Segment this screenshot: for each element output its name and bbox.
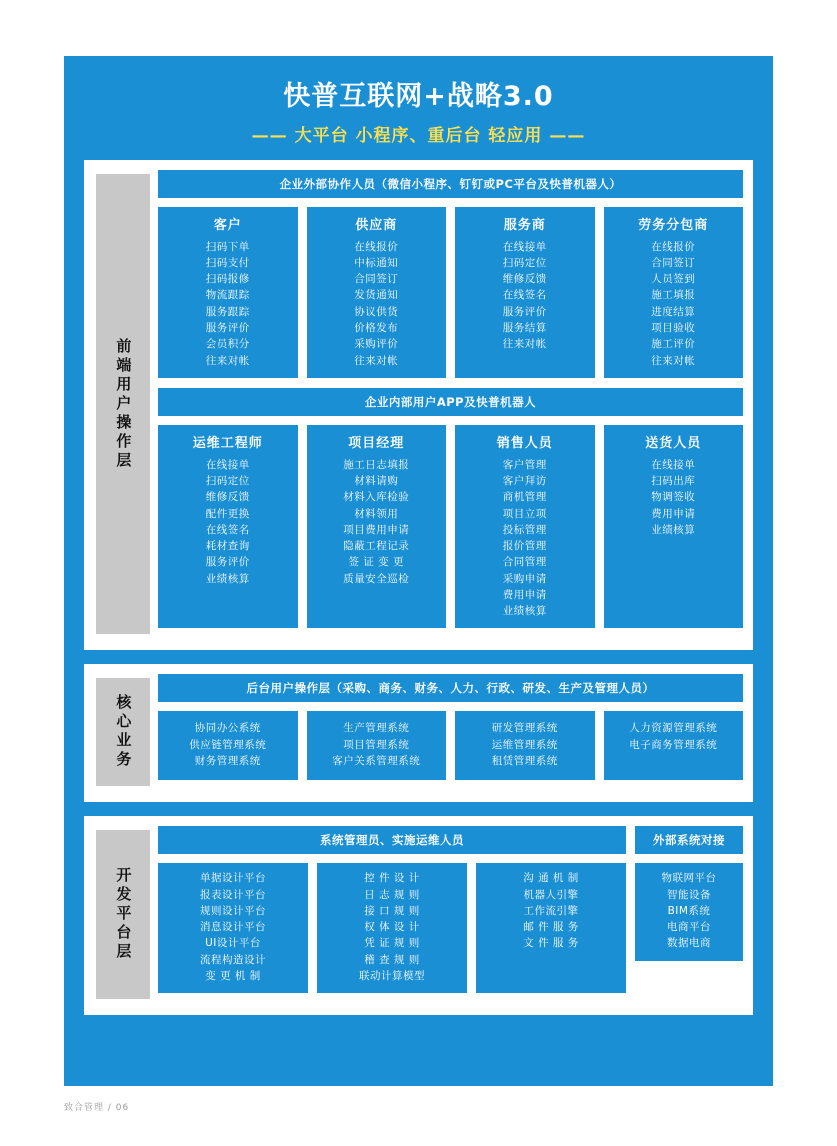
card-item: 维修反馈 [502, 273, 547, 286]
card-item: 业绩核算 [651, 523, 696, 536]
card-item: 接 口 规 则 [364, 904, 420, 917]
poster-header [64, 56, 773, 146]
cards-row-dev-platform [158, 863, 626, 993]
card-delivery-staff[interactable] [604, 425, 744, 629]
page-footer: 致合管理 / 06 [64, 1103, 130, 1113]
card-item: 扫码定位 [205, 475, 250, 488]
card-item: 客户关系管理系统 [332, 755, 421, 767]
card-item: 中标通知 [354, 256, 399, 269]
page-title: 快普互联网+战略3.0 [283, 81, 554, 112]
card-item: 在线接单 [651, 458, 696, 471]
card-item: 业绩核算 [502, 605, 547, 618]
card-item: 权 体 设 计 [364, 921, 420, 934]
card-item: 采购评价 [354, 338, 399, 351]
card-item: 往来对帐 [502, 338, 547, 351]
card-item: 电商平台 [667, 921, 711, 934]
card-item: 规则设计平台 [200, 904, 266, 917]
card-item: 人员签到 [651, 273, 696, 286]
card-project-manager[interactable] [307, 425, 447, 629]
layer-core-business [84, 664, 753, 802]
card-item: 物流跟踪 [205, 289, 250, 302]
card-customer[interactable] [158, 207, 298, 378]
dev-platform-main [158, 826, 626, 1003]
card-item: 单据设计平台 [200, 872, 266, 885]
card-item: 租赁管理系统 [491, 755, 558, 767]
card-item: 服务结算 [502, 322, 547, 335]
layer-dev-platform [84, 816, 753, 1015]
dev-platform-side [635, 826, 743, 1003]
card-item: 报表设计平台 [200, 888, 266, 901]
card-engine-services[interactable] [476, 863, 626, 993]
card-title: 销售人员 [496, 435, 553, 451]
card-ops-engineer[interactable] [158, 425, 298, 629]
card-item: 凭 证 规 则 [364, 937, 420, 950]
card-item: 工作流引擎 [523, 904, 579, 917]
card-item: 费用申请 [651, 507, 696, 520]
layer-tab-dev-platform: 开发平台层 [96, 830, 150, 999]
card-item: 在线报价 [651, 240, 696, 253]
band-header-external-partners: 企业外部协作人员（微信小程序、钉钉或PC平台及快普机器人） [158, 170, 743, 198]
card-item: 在线接单 [502, 240, 547, 253]
cards-row-internal-users [158, 425, 743, 629]
card-item: 扫码出库 [651, 475, 696, 488]
card-item: 合同管理 [502, 556, 547, 569]
poster-canvas [64, 56, 773, 1086]
band-header-external-systems: 外部系统对接 [635, 826, 743, 854]
card-item: 物联网平台 [661, 872, 717, 885]
card-item: 客户拜访 [502, 475, 547, 488]
card-item: 电子商务管理系统 [629, 738, 718, 751]
card-labor-subcontractor[interactable] [604, 207, 744, 378]
card-item: 材料请购 [354, 475, 399, 488]
card-item: 项目费用申请 [343, 523, 410, 536]
card-item: 费用申请 [502, 588, 547, 601]
card-item: 配件更换 [205, 507, 250, 520]
card-item: 流程构造设计 [200, 953, 266, 966]
card-item: 质量安全巡检 [343, 572, 410, 585]
card-item: 价格发布 [354, 322, 399, 335]
card-item: BIM系统 [667, 904, 711, 917]
card-title: 送货人员 [645, 435, 702, 451]
card-item: 在线接单 [205, 458, 250, 471]
card-item: 研发管理系统 [491, 722, 558, 735]
card-production-systems[interactable] [307, 711, 447, 780]
card-item: 报价管理 [502, 540, 547, 553]
card-item: 往来对帐 [354, 354, 399, 367]
layer-tab-front-end: 前端用户操作层 [96, 174, 150, 635]
card-item: 服务评价 [502, 305, 547, 318]
card-title: 运维工程师 [192, 435, 263, 451]
card-item: 投标管理 [502, 523, 547, 536]
cards-row-external-partners [158, 207, 743, 378]
card-item: 隐蔽工程记录 [343, 540, 410, 553]
card-item: 商机管理 [502, 491, 547, 504]
card-item: 沟 通 机 制 [523, 872, 579, 885]
layer-body-front-end [158, 170, 743, 639]
card-item: 生产管理系统 [343, 722, 410, 735]
card-item: 在线签名 [205, 523, 250, 536]
card-title: 项目经理 [348, 435, 405, 451]
card-item: 会员积分 [205, 338, 250, 351]
card-title: 服务商 [503, 217, 546, 233]
card-item: 物调签收 [651, 491, 696, 504]
card-item: 联动计算模型 [359, 969, 425, 982]
card-item: 智能设备 [667, 888, 711, 901]
card-item: 材料领用 [354, 507, 399, 520]
card-item: 控 件 设 计 [364, 872, 420, 885]
card-title: 劳务分包商 [638, 217, 709, 233]
card-sales-staff[interactable] [455, 425, 595, 629]
card-item: 耗材查询 [205, 540, 250, 553]
card-title: 客户 [213, 217, 242, 233]
card-item: 往来对帐 [651, 354, 696, 367]
card-item: 消息设计平台 [200, 921, 266, 934]
card-item: 施工评价 [651, 338, 696, 351]
band-header-sysadmin: 系统管理员、实施运维人员 [158, 826, 626, 854]
layer-front-end [84, 160, 753, 651]
card-item: 稽 查 规 则 [364, 953, 420, 966]
card-item: 扫码报修 [205, 273, 250, 286]
card-item: 合同签订 [651, 256, 696, 269]
card-item: 维修反馈 [205, 491, 250, 504]
card-item: 往来对帐 [205, 354, 250, 367]
card-item: 服务评价 [205, 322, 250, 335]
card-item: 项目立项 [502, 507, 547, 520]
card-rnd-systems[interactable] [455, 711, 595, 780]
card-item: 扫码下单 [205, 240, 250, 253]
card-supplier[interactable] [307, 207, 447, 378]
card-item: 服务跟踪 [205, 305, 250, 318]
card-item: 业绩核算 [205, 572, 250, 585]
card-item: 施工日志填报 [343, 458, 410, 471]
card-item: 服务评价 [205, 556, 250, 569]
cards-row-core-systems [158, 711, 743, 780]
layer-tab-core-business: 核心业务 [96, 678, 150, 786]
card-item: 在线报价 [354, 240, 399, 253]
band-header-internal-users: 企业内部用户APP及快普机器人 [158, 388, 743, 416]
card-item: 签 证 变 更 [348, 556, 404, 569]
card-item: 在线签名 [502, 289, 547, 302]
card-item: 项目管理系统 [343, 738, 410, 751]
card-item: 财务管理系统 [194, 755, 261, 767]
card-item: 邮 件 服 务 [523, 921, 579, 934]
card-external-system-integration[interactable] [635, 863, 743, 960]
dev-platform-split [158, 826, 743, 1003]
card-item: 日 志 规 则 [364, 888, 420, 901]
card-item: 扫码支付 [205, 256, 250, 269]
card-item: 项目验收 [651, 322, 696, 335]
card-hr-ecommerce-systems[interactable] [604, 711, 744, 780]
card-collaboration-systems[interactable] [158, 711, 298, 780]
card-item: 机器人引擎 [523, 888, 579, 901]
layer-body-core-business [158, 674, 743, 790]
card-item: 运维管理系统 [491, 738, 558, 751]
card-design-platforms[interactable] [158, 863, 308, 993]
card-item: 进度结算 [651, 305, 696, 318]
card-title: 供应商 [355, 217, 398, 233]
card-item: 协议供货 [354, 305, 399, 318]
card-item: 数据电商 [667, 937, 711, 950]
band-header-backoffice-users: 后台用户操作层（采购、商务、财务、人力、行政、研发、生产及管理人员） [158, 674, 743, 702]
card-item: UI设计平台 [205, 937, 261, 950]
card-service-provider[interactable] [455, 207, 595, 378]
card-item: 材料入库检验 [343, 491, 410, 504]
card-rules-design[interactable] [317, 863, 467, 993]
card-item: 供应链管理系统 [189, 738, 267, 751]
card-item: 扫码定位 [502, 256, 547, 269]
page-subtitle: —— 大平台 小程序、重后台 轻应用 —— [251, 125, 586, 146]
card-item: 采购申请 [502, 572, 547, 585]
card-item: 合同签订 [354, 273, 399, 286]
card-item: 人力资源管理系统 [629, 722, 718, 735]
card-item: 客户管理 [502, 458, 547, 471]
card-item: 变 更 机 制 [205, 969, 261, 982]
card-item: 文 件 服 务 [523, 937, 579, 950]
layer-body-dev-platform [158, 826, 743, 1003]
card-item: 施工填报 [651, 289, 696, 302]
card-item: 协同办公系统 [194, 722, 261, 735]
card-item: 发货通知 [354, 289, 399, 302]
